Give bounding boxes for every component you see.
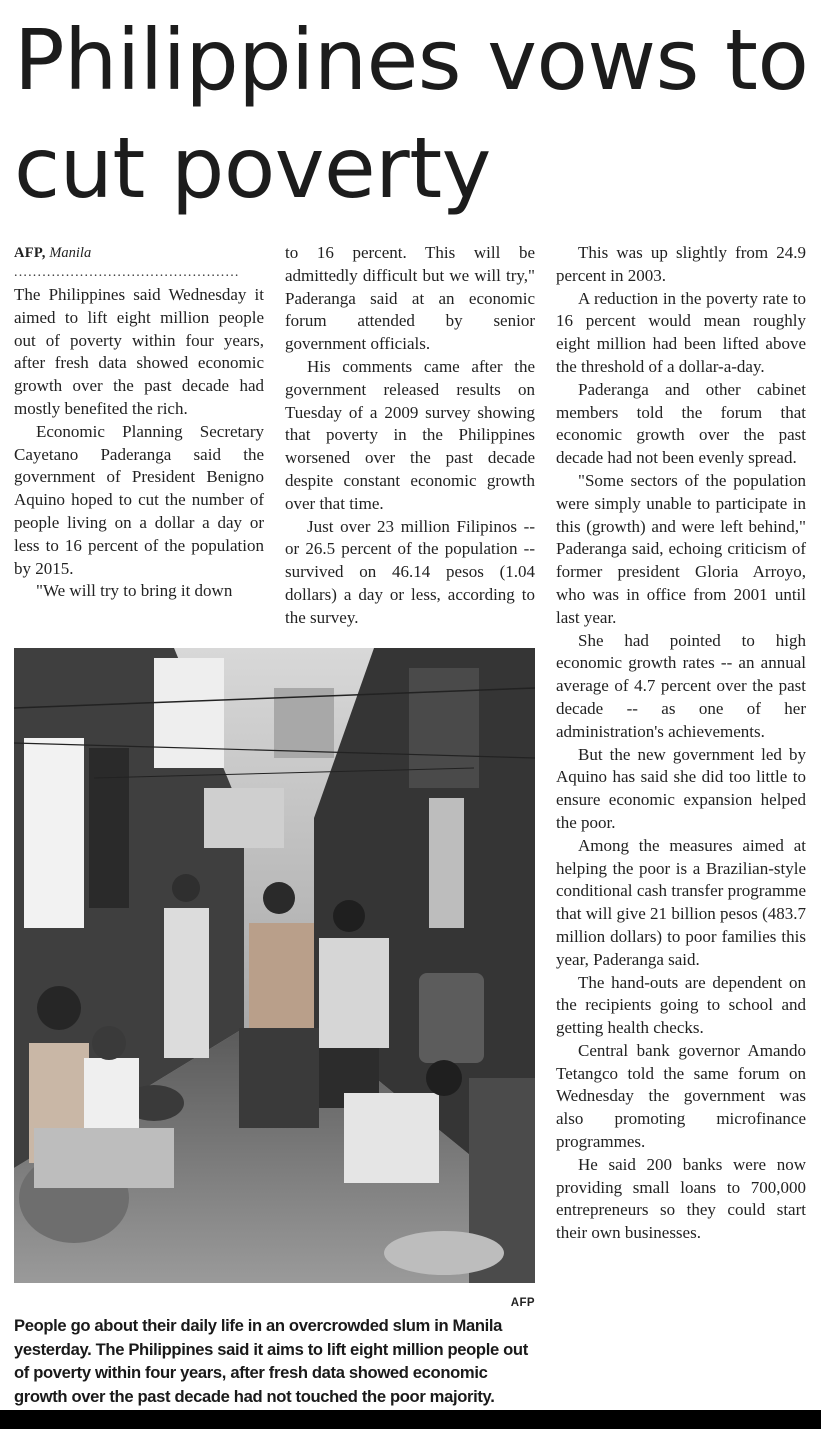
- slum-photo-illustration: [14, 648, 535, 1283]
- paragraph: The hand-outs are dependent on the recipients going to school and getting health checks.: [556, 972, 806, 1038]
- paragraph: This was up slightly from 24.9 percent in 2003.: [556, 243, 806, 285]
- paragraph: But the new government led by Aquino has said she did too little to ensure economic expansion helped the poor.: [556, 744, 806, 832]
- paragraph: He said 200 banks were now providing small loans to 700,000 entrepreneurs so they could start their own businesses.: [556, 1154, 806, 1243]
- headline: Philippines vows to cut poverty: [14, 11, 809, 217]
- photo-caption: People go about their daily life in an overcrowded slum in Manila yesterday. The Philippines said it aims to lift eight million people out of poverty within four years, after fresh data showed economic growth over the past decade had not touched the poor majority.: [14, 1316, 528, 1406]
- paragraph: "Some sectors of the population were simply unable to participate in this (growth) and were left behind," Paderanga said, echoing criticism of former president Gloria Arroyo, who was in office from 2001 until last year.: [556, 470, 806, 627]
- paragraph: Just over 23 million Filipinos -- or 26.5 percent of the population -- survived on 46.14 pesos (1.04 dollars) a day or less, according to the survey.: [285, 516, 535, 627]
- paragraph: Paderanga and other cabinet members told the forum that economic growth over the past decade had not been evenly spread.: [556, 379, 806, 468]
- article-column-2: [285, 242, 535, 630]
- paragraph: Economic Planning Secretary Cayetano Paderanga said the government of President Benigno Aquino hoped to cut the number of people living on a dollar a day or less to 16 percent of the population by 2015.: [14, 421, 264, 578]
- article-column-3: [556, 242, 806, 1245]
- photo-credit: AFP: [510, 1297, 535, 1309]
- dateline-city: Manila: [49, 245, 92, 261]
- dateline-agency: AFP,: [14, 245, 46, 261]
- paragraph: A reduction in the poverty rate to 16 percent would mean roughly eight million had been lifted above the threshold of a dollar-a-day.: [556, 288, 806, 376]
- slum-photo: [14, 648, 535, 1283]
- paragraph: to 16 percent. This will be admittedly difficult but we will try," Paderanga said at an economic forum attended by senior government officials.: [285, 243, 535, 354]
- paragraph: His comments came after the government released results on Tuesday of a 2009 survey showing that poverty in the Philippines worsened over the past decade despite constant economic growth over that time.: [285, 356, 535, 513]
- bottom-border: [0, 1410, 821, 1429]
- article-column-1: [14, 242, 264, 603]
- paragraph: Central bank governor Amando Tetangco told the same forum on Wednesday the government was also promoting microfinance programmes.: [556, 1040, 806, 1152]
- paragraph: The Philippines said Wednesday it aimed to lift eight million people out of poverty within four years, after fresh data showed economic growth over the past decade had mostly benefited the rich.: [14, 285, 264, 418]
- dateline: [14, 242, 264, 264]
- paragraph: She had pointed to high economic growth rates -- an annual average of 4.7 percent over the past decade -- as one of her administration's achievements.: [556, 630, 806, 741]
- dateline-separator: ................................................: [14, 265, 240, 280]
- paragraph: "We will try to bring it down: [36, 581, 233, 601]
- paragraph: Among the measures aimed at helping the poor is a Brazilian-style conditional cash transfer programme that will give 21 billion pesos (483.7 million dollars) to poor families this year, Paderanga said.: [556, 835, 806, 969]
